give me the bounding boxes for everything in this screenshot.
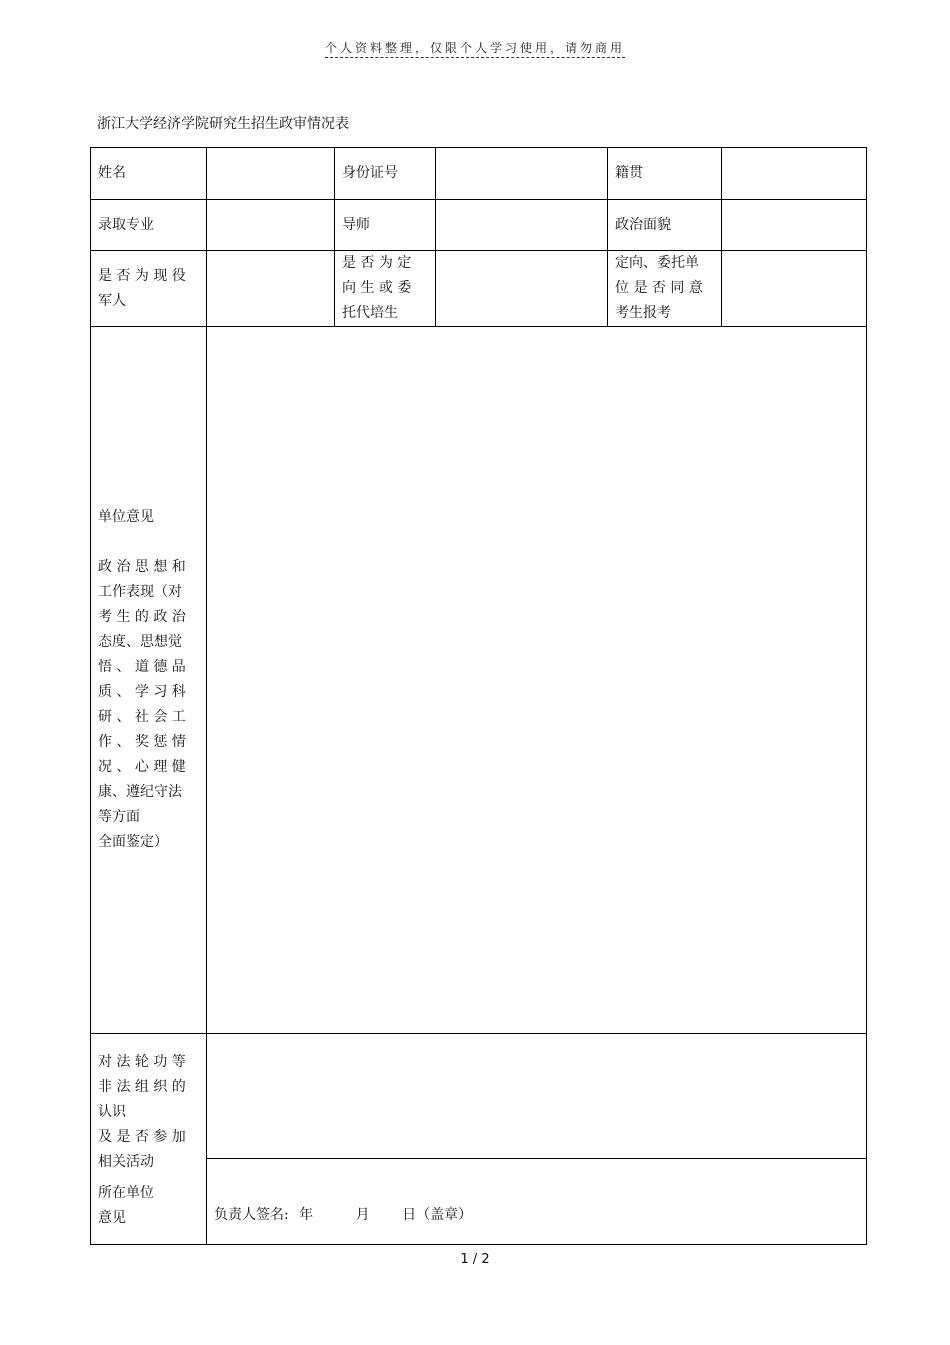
native-place-label: 籍贯 — [608, 148, 722, 200]
month-label: 月 — [355, 1207, 370, 1223]
opinion-line: 况 、 心 理 健 — [98, 759, 186, 775]
consent-label — [608, 251, 722, 327]
form-row-falungong — [91, 1034, 867, 1159]
opinion-line: 政 治 思 想 和 — [98, 559, 186, 575]
falungong-label-line: 非 法 组 织 的 — [98, 1078, 186, 1095]
signature-line — [214, 1203, 472, 1228]
opinion-line: 作 、 奖 惩 情 — [98, 734, 186, 750]
opinion-line: 康、遵纪守法 — [98, 784, 182, 800]
opinion-line: 全面鉴定） — [98, 834, 168, 850]
watermark-notice — [0, 39, 950, 56]
signature-area — [214, 1159, 859, 1244]
directed-field[interactable] — [436, 251, 608, 327]
directed-label-line: 是 否 为 定 — [342, 255, 412, 271]
day-label: 日（盖章） — [402, 1207, 473, 1223]
opinion-spacer — [98, 530, 199, 555]
opinion-heading: 单位意见 — [98, 509, 154, 525]
form-row-basic — [91, 148, 867, 200]
unit-opinion-line: 所在单位 — [98, 1184, 154, 1201]
id-number-label: 身份证号 — [335, 148, 436, 200]
form-row-opinion — [91, 327, 867, 1034]
vetting-form-table — [90, 147, 867, 1245]
military-label-line: 是 否 为 现 役 — [98, 267, 186, 284]
opinion-label — [91, 327, 207, 1034]
form-row-admission — [91, 200, 867, 251]
major-label: 录取专业 — [91, 200, 207, 251]
name-label: 姓名 — [91, 148, 207, 200]
military-label-line: 军人 — [98, 292, 126, 309]
political-status-label: 政治面貌 — [608, 200, 722, 251]
falungong-field[interactable] — [207, 1034, 867, 1159]
native-place-field[interactable] — [722, 148, 867, 200]
opinion-line: 考 生 的 政 治 — [98, 609, 186, 625]
falungong-label — [91, 1034, 207, 1245]
id-number-field[interactable] — [436, 148, 608, 200]
advisor-field[interactable] — [436, 200, 608, 251]
military-field[interactable] — [207, 251, 335, 327]
name-field[interactable] — [207, 148, 335, 200]
opinion-line: 悟 、 道 德 品 — [98, 659, 186, 675]
consent-field[interactable] — [722, 251, 867, 327]
military-label — [91, 251, 207, 327]
form-row-status — [91, 251, 867, 327]
form-row-unit-opinion — [91, 1159, 867, 1245]
opinion-field[interactable] — [207, 327, 867, 1034]
falungong-label-line: 及 是 否 参 加 — [98, 1128, 186, 1145]
consent-label-line: 考生报考 — [615, 305, 671, 321]
watermark-text: 个人资料整理，仅限个人学习使用，请勿商用 — [325, 41, 625, 58]
page-number: 1 / 2 — [460, 1252, 490, 1267]
falungong-label-line: 相关活动 — [98, 1153, 154, 1170]
directed-label-line: 向 生 或 委 — [342, 280, 412, 296]
directed-label — [335, 251, 436, 327]
opinion-line: 态度、思想觉 — [98, 634, 182, 650]
year-label: 年 — [299, 1207, 314, 1223]
consent-label-line: 位 是 否 同 意 — [615, 280, 703, 296]
consent-label-line: 定向、委托单 — [615, 255, 699, 271]
opinion-line: 等方面 — [98, 809, 140, 825]
falungong-label-line: 对 法 轮 功 等 — [98, 1053, 186, 1070]
opinion-line: 工作表现（对 — [98, 584, 182, 600]
advisor-label: 导师 — [335, 200, 436, 251]
opinion-line: 研 、 社 会 工 — [98, 709, 186, 725]
political-status-field[interactable] — [722, 200, 867, 251]
directed-label-line: 托代培生 — [342, 305, 398, 321]
falungong-label-line: 认识 — [98, 1103, 126, 1120]
unit-opinion-field[interactable] — [207, 1159, 867, 1245]
signer-label: 负责人签名: — [214, 1207, 289, 1223]
opinion-line: 质 、 学 习 科 — [98, 684, 186, 700]
unit-opinion-line: 意见 — [98, 1209, 126, 1226]
major-field[interactable] — [207, 200, 335, 251]
document-title: 浙江大学经济学院研究生招生政审情况表 — [97, 116, 349, 132]
